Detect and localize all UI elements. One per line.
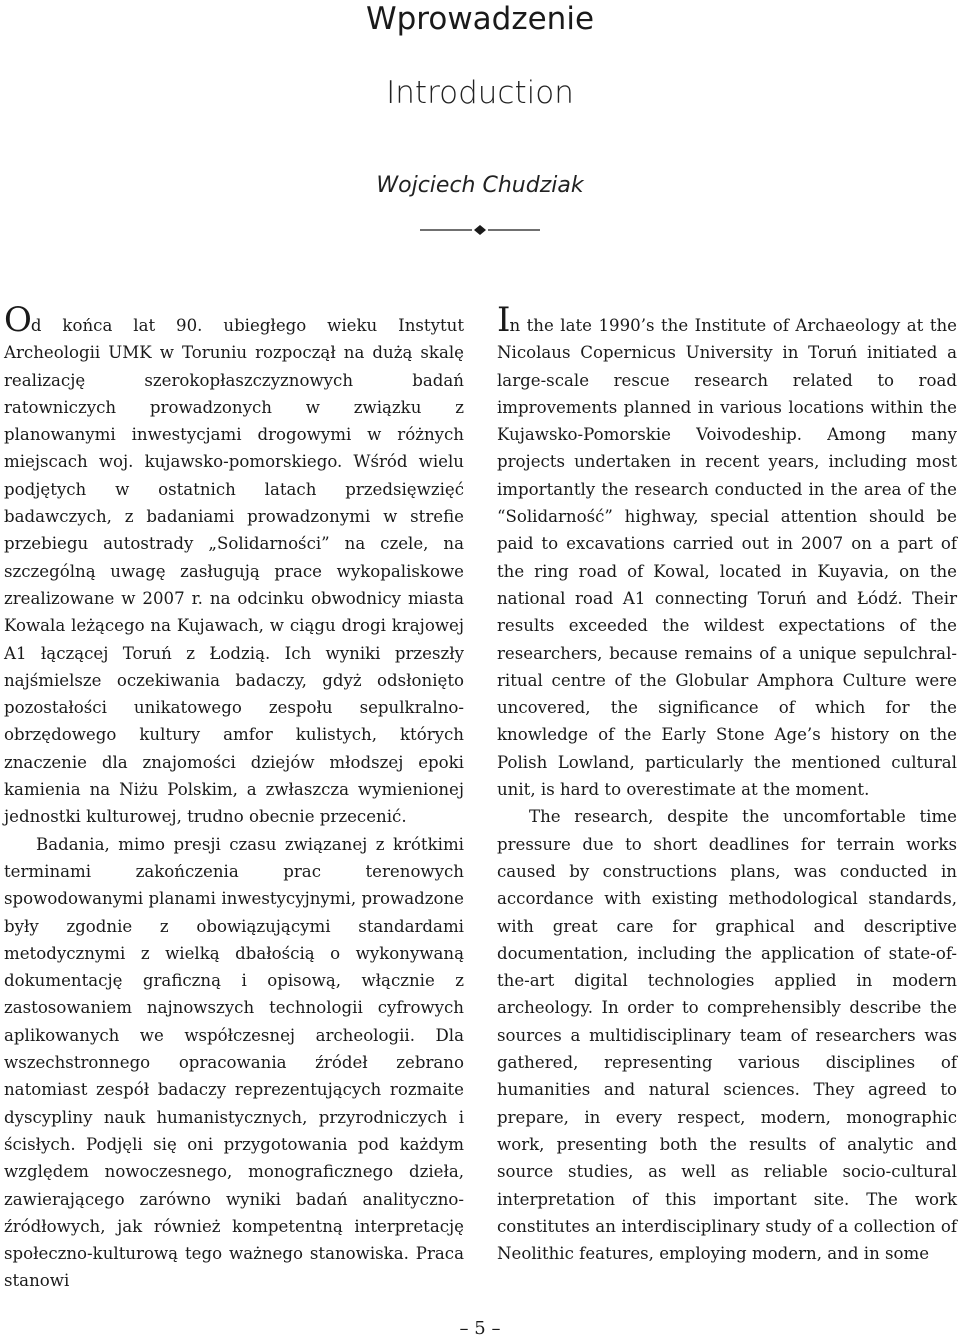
page-number: – 5 – xyxy=(459,1318,501,1339)
page-title: Wprowadzenie xyxy=(365,1,595,37)
polish-paragraph-1 xyxy=(4,300,464,831)
polish-paragraph-1-text: d końca lat 90. ubiegłego wieku Instytut Archeologii UMK w Toruniu rozpoczął na dużą skalę realizację szerokopłaszczyznowych badań ratowniczych prowadzonych w związku z planowanymi inwestycjami drogowymi w różnych miejscach woj. kujawsko-pomorskiego. Wśród wielu podjętych w ostatnich latach przedsięwzięć badawczych, z badaniami prowadzonymi w strefie przebiegu autostrady „Solidarności” na czele, na szczególną uwagę zasługują prace wykopaliskowe zrealizowane w 2007 r. na odcinku obwodnicy miasta Kowala leżącego na Kujawach, w ciągu drogi krajowej A1 łączącej Toruń z Łodzią. Ich wyniki przeszły najśmielsze oczekiwania badaczy, gdyż odsłonięto pozostałości unikatowego zespołu sepulkralno-obrzędowego kultury amfor kulistych, których znaczenie dla znajomości dziejów młodszej epoki kamienia na Niżu Polskim, a zwłaszcza wymienionej jednostki kulturowej, trudno obecnie przecenić. xyxy=(4,316,464,827)
polish-dropcap: O xyxy=(4,300,31,340)
page-subtitle: Introduction xyxy=(386,75,574,111)
diamond-rule-ornament-icon xyxy=(418,220,542,240)
polish-column xyxy=(4,300,464,1295)
english-dropcap: I xyxy=(497,300,510,340)
english-paragraph-1-text: n the late 1990’s the Institute of Archaeology at the Nicolaus Copernicus University in Toruń initiated a large-scale rescue research related to road improvements planned in various locations within the Kujawsko-Pomorskie Voivodeship. Among many projects undertaken in recent years, including most importantly the research conducted in the area of the “Solidarność” highway, special attention should be paid to excavations carried out in 2007 on a part of the ring road of Kowal, located in Kuyavia, on the national road A1 connecting Toruń and Łódź. Their results exceeded the wildest expectations of the researchers, because remains of a unique sepulchral-ritual centre of the Globular Amphora Culture were uncovered, the significance of which for the knowledge of the Early Stone Age’s history on the Polish Lowland, particularly the mentioned cultural unit, is hard to overestimate at the moment. xyxy=(497,316,957,800)
author-name: Wojciech Chudziak xyxy=(376,173,584,198)
english-paragraph-2: The research, despite the uncomfortable time pressure due to short deadlines for terrain works caused by constructions plans, was conducted in accordance with existing methodological standards, with great care for graphical and descriptive documentation, including the application of state-of-the-art digital technologies applied in modern archeology. In order to comprehensibly describe the sources a multidisciplinary team of researchers was gathered, representing various disciplines of humanities and natural sciences. They agreed to prepare, in every respect, modern, monographic work, presenting both the results of analytic and source studies, as well as reliable socio-cultural interpretation of this important site. The work constitutes an interdisciplinary study of a collection of Neolithic features, employing modern, and in some xyxy=(497,807,957,1264)
english-paragraph-1 xyxy=(497,300,957,803)
polish-paragraph-2: Badania, mimo presji czasu związanej z krótkimi terminami zakończenia prac terenowych spowodowanymi planami inwestycyjnymi, prowadzone były zgodnie z obowiązującymi standardami metodycznymi z wielką dbałością o wykonywaną dokumentację graficzną i opisową, włącznie z zastosowaniem najnowszych technologii cyfrowych aplikowanych we współczesnej archeologii. Dla wszechstronnego opracowania źródeł zebrano natomiast zespół badaczy reprezentujących rozmaite dyscypliny nauk humanistycznych, przyrodniczych i ścisłych. Podjęli się oni przygotowania pod każdym względem nowoczesnego, monograficznego dzieła, zawierającego zarówno wyniki badań analityczno-źródłowych, jak również kompetentną interpretację społeczno-kulturową tego ważnego stanowiska. Praca stanowi xyxy=(4,834,464,1291)
english-column xyxy=(497,300,957,1267)
